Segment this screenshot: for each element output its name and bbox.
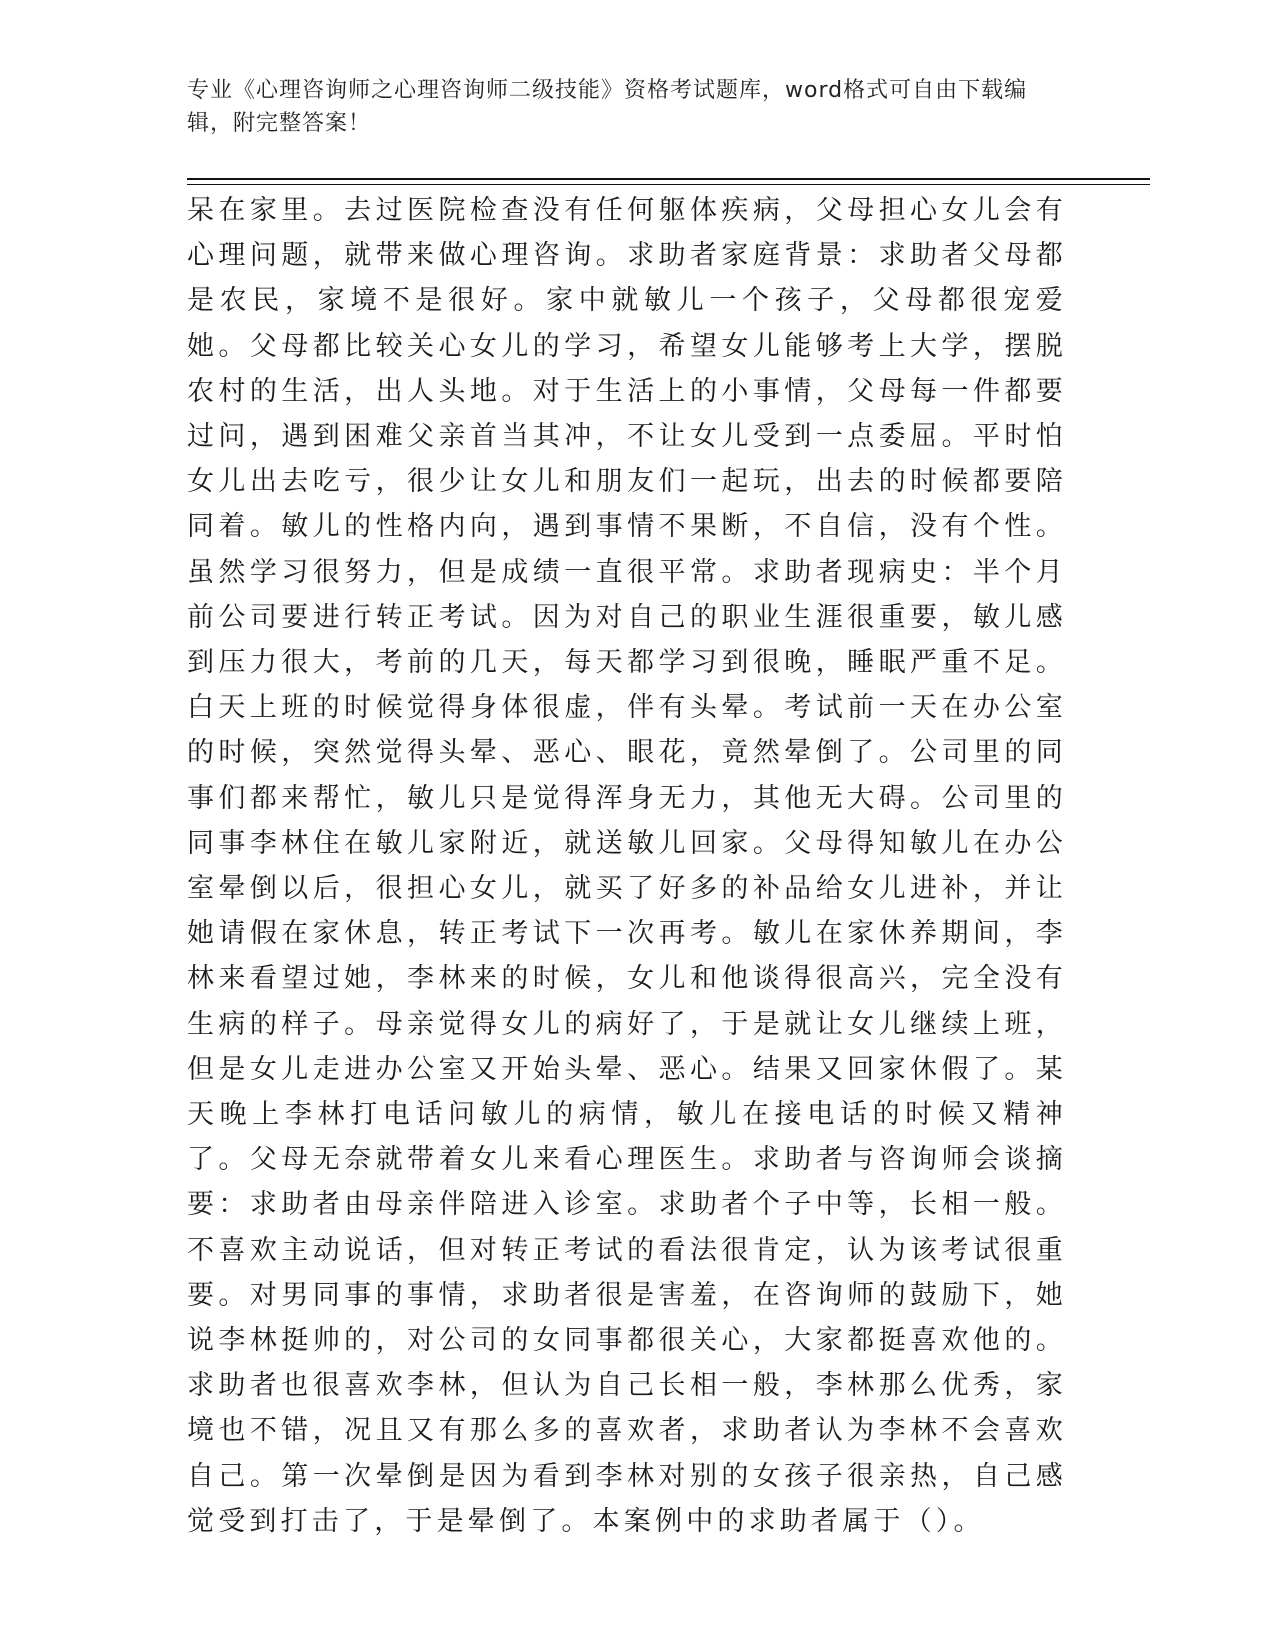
header-divider-thick — [187, 178, 1150, 180]
page-header: 专业《心理咨询师之心理咨询师二级技能》资格考试题库，word格式可自由下载编辑，附完整答案！ — [187, 78, 1028, 136]
header-divider-thin — [187, 184, 1150, 185]
case-body-text: 呆在家里。去过医院检查没有任何躯体疾病，父母担心女儿会有心理问题，就带来做心理咨询。求助者家庭背景：求助者父母都是农民，家境不是很好。家中就敏儿一个孩子，父母都很宠爱她。父母都比较关心女儿的学习，希望女儿能够考上大学，摆脱农村的生活，出人头地。对于生活上的小事情，父母每一件都要过问，遇到困难父亲首当其冲，不让女儿受到一点委屈。平时怕女儿出去吃亏，很少让女儿和朋友们一起玩，出去的时候都要陪同着。敏儿的性格内向，遇到事情不果断，不自信，没有个性。虽然学习很努力，但是成绩一直很平常。求助者现病史：半个月前公司要进行转正考试。因为对自己的职业生涯很重要，敏儿感到压力很大，考前的几天，每天都学习到很晚，睡眠严重不足。白天上班的时候觉得身体很虚，伴有头晕。考试前一天在办公室的时候，突然觉得头晕、恶心、眼花，竟然晕倒了。公司里的同事们都来帮忙，敏儿只是觉得浑身无力，其他无大碍。公司里的同事李林住在敏儿家附近，就送敏儿回家。父母得知敏儿在办公室晕倒以后，很担心女儿，就买了好多的补品给女儿进补，并让她请假在家休息，转正考试下一次再考。敏儿在家休养期间，李林来看望过她，李林来的时候，女儿和他谈得很高兴，完全没有生病的样子。母亲觉得女儿的病好了，于是就让女儿继续上班，但是女儿走进办公室又开始头晕、恶心。结果又回家休假了。某天晚上李林打电话问敏儿的病情，敏儿在接电话的时候又精神了。父母无奈就带着女儿来看心理医生。求助者与咨询师会谈摘要：求助者由母亲伴陪进入诊室。求助者个子中等，长相一般。不喜欢主动说话，但对转正考试的看法很肯定，认为该考试很重要。对男同事的事情，求助者很是害羞，在咨询师的鼓励下，她说李林挺帅的，对公司的女同事都很关心，大家都挺喜欢他的。求助者也很喜欢李林，但认为自己长相一般，李林那么优秀，家境也不错，况且又有那么多的喜欢者，求助者认为李林不会喜欢自己。第一次晕倒是因为看到李林对别的女孩子很亲热，自己感觉受到打击了，于是晕倒了。本案例中的求助者属于（）。 — [187, 195, 1067, 1537]
